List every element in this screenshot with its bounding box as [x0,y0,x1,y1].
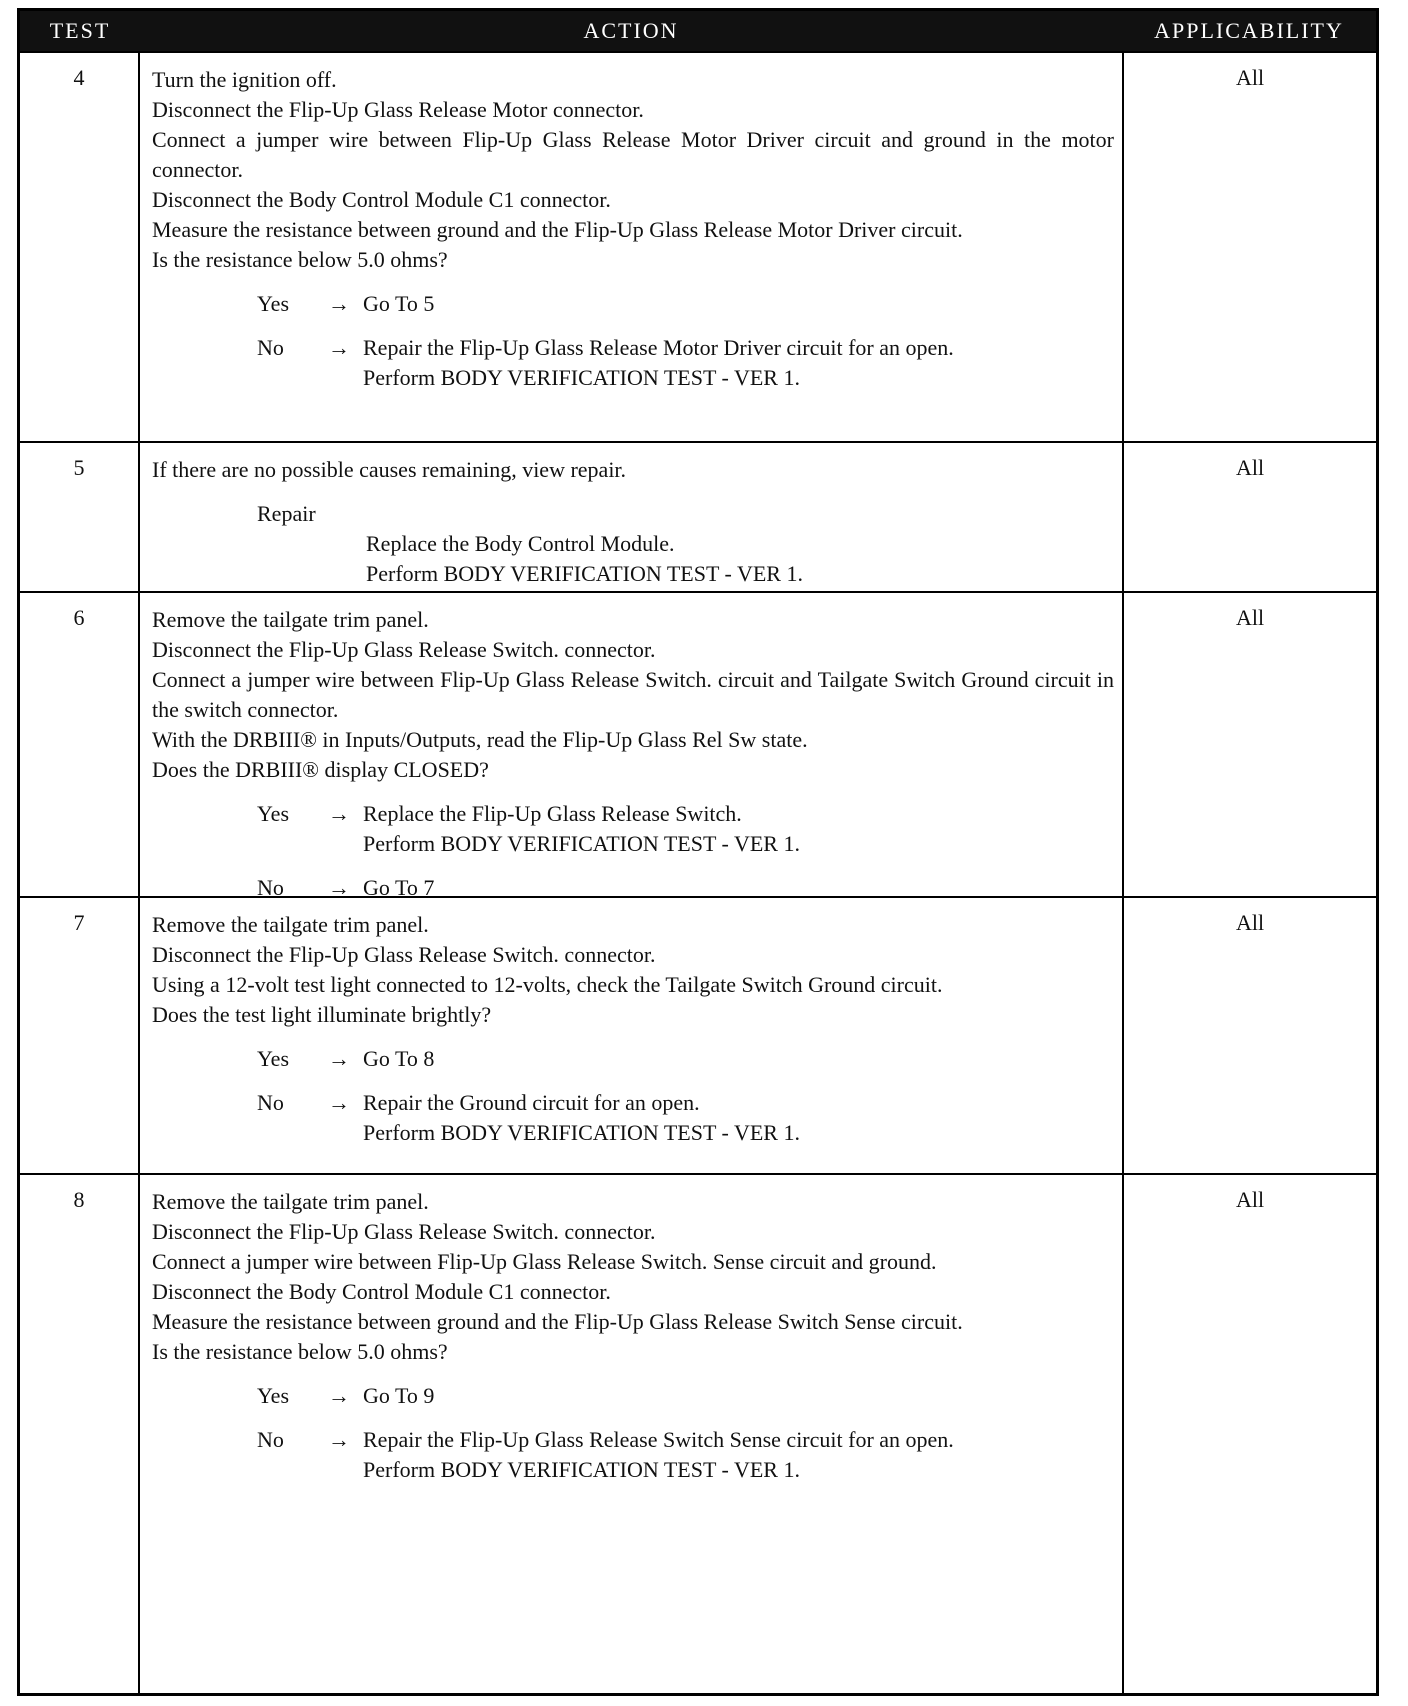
yes-branch [152,1381,1114,1411]
arrow-right-icon: → [328,801,350,826]
action-cell [142,593,1124,903]
branch-line: Go To 7 [363,875,435,900]
applicability: All [1122,1175,1376,1693]
action-step: Remove the tailgate trim panel. [152,607,429,632]
action-step: With the DRBIII® in Inputs/Outputs, read the Flip-Up Glass Rel Sw state. [152,727,808,752]
yes-label: Yes [257,291,290,316]
yes-label: Yes [257,1046,290,1071]
branch-line: Repair the Flip-Up Glass Release Switch Sense circuit for an open. [363,1427,954,1452]
no-branch [152,1425,1114,1485]
table-row-test-5 [20,441,1376,591]
header-action: ACTION [583,18,679,43]
yes-label: Yes [257,1383,290,1408]
branch-line: Replace the Flip-Up Glass Release Switch. [363,801,742,826]
header-test: TEST [49,18,111,43]
no-text [363,1425,1114,1485]
branch-line: Go To 9 [363,1383,435,1408]
yes-text [363,289,1114,319]
action-step: Is the resistance below 5.0 ohms? [152,247,448,272]
yes-branch [152,799,1114,859]
no-text [363,333,1114,393]
arrow-right-icon: → [328,291,350,316]
repair-text: Replace the Body Control Module. [366,531,675,556]
yes-text [363,1044,1114,1074]
branch-line: Repair the Ground circuit for an open. [363,1090,700,1115]
action-step: Disconnect the Body Control Module C1 connector. [152,1279,611,1304]
arrow-right-icon: → [328,1090,350,1115]
test-number: 4 [20,53,140,441]
no-label: No [257,875,284,900]
yes-text [363,1381,1114,1411]
yes-label: Yes [257,801,290,826]
action-step: Measure the resistance between ground and the Flip-Up Glass Release Motor Driver circuit. [152,217,963,242]
yes-text [363,799,1114,859]
action-step: Remove the tailgate trim panel. [152,912,429,937]
action-step: Using a 12-volt test light connected to 12-volts, check the Tailgate Switch Ground circuit. [152,972,943,997]
yes-branch [152,289,1114,319]
action-cell [142,53,1124,393]
no-branch [152,1088,1114,1148]
branch-line: Perform BODY VERIFICATION TEST - VER 1. [363,1457,800,1482]
table-row-test-4 [20,51,1376,441]
repair-label: Repair [257,501,316,526]
repair-text: Perform BODY VERIFICATION TEST - VER 1. [366,561,803,586]
action-step: Disconnect the Flip-Up Glass Release Switch. connector. [152,637,656,662]
branch-line: Perform BODY VERIFICATION TEST - VER 1. [363,831,800,856]
action-step: Does the test light illuminate brightly? [152,1002,492,1027]
action-cell [142,898,1124,1148]
table-row-test-8 [20,1173,1376,1693]
no-label: No [257,335,284,360]
table-row-test-7 [20,896,1376,1173]
test-number: 8 [20,1175,140,1693]
applicability: All [1122,53,1376,441]
action-step: Is the resistance below 5.0 ohms? [152,1339,448,1364]
action-step: Measure the resistance between ground and the Flip-Up Glass Release Switch Sense circuit. [152,1309,963,1334]
header-applicability: APPLICABILITY [1154,18,1344,43]
action-step: Turn the ignition off. [152,67,337,92]
action-cell [142,1175,1124,1485]
action-cell [142,443,1124,589]
branch-line: Perform BODY VERIFICATION TEST - VER 1. [363,365,800,390]
applicability: All [1122,898,1376,1173]
arrow-right-icon: → [328,1383,350,1408]
action-step: Disconnect the Flip-Up Glass Release Motor connector. [152,97,644,122]
test-number: 5 [20,443,140,591]
action-step: Disconnect the Flip-Up Glass Release Switch. connector. [152,1219,656,1244]
applicability: All [1122,443,1376,591]
no-branch [152,333,1114,393]
action-step: Connect a jumper wire between Flip-Up Glass Release Motor Driver circuit and ground in the motor connector. [152,127,1114,182]
action-step: Does the DRBIII® display CLOSED? [152,757,489,782]
branch-line: Go To 5 [363,291,435,316]
action-step: Connect a jumper wire between Flip-Up Glass Release Switch. circuit and Tailgate Switch Ground circuit in the switch connector. [152,667,1114,722]
test-number: 7 [20,898,140,1173]
test-number: 6 [20,593,140,896]
branch-line: Repair the Flip-Up Glass Release Motor Driver circuit for an open. [363,335,954,360]
arrow-right-icon: → [328,1046,350,1071]
applicability: All [1122,593,1376,896]
action-step: Disconnect the Flip-Up Glass Release Switch. connector. [152,942,656,967]
action-step: Remove the tailgate trim panel. [152,1189,429,1214]
arrow-right-icon: → [328,875,350,900]
arrow-right-icon: → [328,335,350,360]
action-step: If there are no possible causes remaining, view repair. [152,457,627,482]
branch-line: Perform BODY VERIFICATION TEST - VER 1. [363,1120,800,1145]
no-label: No [257,1427,284,1452]
arrow-right-icon: → [328,1427,350,1452]
table-header [20,11,1376,51]
no-text [363,1088,1114,1148]
no-label: No [257,1090,284,1115]
branch-line: Go To 8 [363,1046,435,1071]
table-row-test-6 [20,591,1376,900]
test-table [17,8,1379,1696]
action-step: Disconnect the Body Control Module C1 connector. [152,187,611,212]
action-step: Connect a jumper wire between Flip-Up Glass Release Switch. Sense circuit and ground. [152,1249,937,1274]
yes-branch [152,1044,1114,1074]
